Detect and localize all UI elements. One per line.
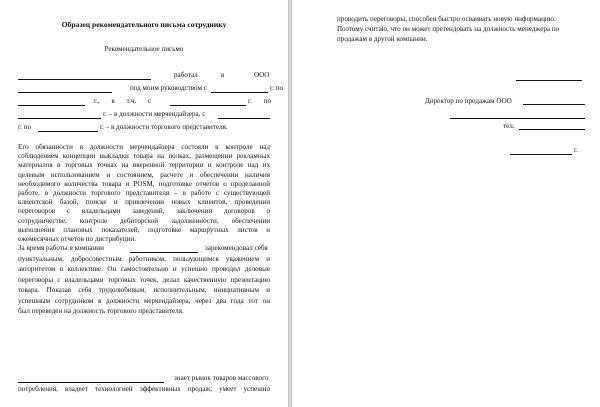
text-line: знает рынок товаров массового — [174, 374, 269, 382]
text-line: соблюдением концепции выкладки товара на полках, размещении рекламных — [18, 152, 270, 161]
year-suffix: г. — [574, 146, 578, 154]
text-line: материалов в торговых точках на вверенной территории и контроле над их — [18, 161, 270, 170]
document-title: Образец рекомендательного письма сотруднику — [61, 20, 227, 29]
form-text: г. по — [18, 123, 31, 131]
letter-heading: Рекомендательное письмо — [104, 45, 184, 53]
paragraph-performance — [18, 254, 270, 316]
text-line: необходимого количества товара и POSM, подготовке отчетов о проделанной — [18, 179, 270, 188]
text-line: был переведен на должность торгового представителя. — [18, 307, 184, 316]
text-line: целевым использованием и состоянием, расчете и обеспечении наличия — [18, 170, 270, 179]
blank-line — [18, 118, 101, 119]
director-label: Директор по продажам ООО — [425, 97, 512, 105]
signature-line — [516, 80, 582, 81]
form-text: в — [221, 71, 225, 79]
form-text: под моим руководством с — [130, 84, 207, 92]
text-line: переговоров с владельцами заведений, заключении договоров о — [18, 207, 270, 216]
form-text: г. по — [248, 97, 271, 105]
paragraph-conclusion — [337, 15, 587, 44]
text-line: Его обязанности в должности мерчендайзера состояли в контроле над — [18, 143, 270, 151]
text-line: сотрудничестве, контроле дебиторской задолженности, обеспечении — [18, 216, 270, 225]
blank-line — [18, 105, 85, 106]
text-line: зарекомендовал себя — [205, 244, 268, 252]
text-line: переговоры с владельцами торговых точек, делал качественную презентацию — [18, 275, 270, 284]
blank-line — [18, 382, 164, 383]
blank-line — [18, 79, 151, 80]
paragraph-duties — [18, 143, 270, 244]
blank-line — [38, 131, 98, 132]
page-left — [0, 0, 288, 407]
text-line: За время работы в компании — [18, 244, 104, 252]
form-text: работал — [174, 71, 198, 79]
text-line: клиентской базой, поиске и привлечении новых клиентов, проведении — [18, 198, 270, 207]
text-line: авторитетом в коллективе. Он самостоятельно и успешно проводил деловые — [18, 265, 270, 274]
text-line: потребления, владеет технологией эффективных продаж, умеет успешно — [18, 385, 270, 393]
phone-label: тел. — [503, 122, 515, 130]
blank-line — [130, 252, 198, 253]
form-text: ООО — [254, 71, 270, 79]
text-line: проводить переговоры, способен быстро осваивать новую информацию. — [337, 15, 556, 23]
blank-line — [523, 104, 585, 105]
text-line: товара. Показав себя трудолюбивым, исполнительным, инициативным и — [18, 286, 270, 295]
form-text: г. – в должности мерчендайзера, с — [103, 110, 206, 118]
blank-line — [218, 118, 270, 119]
text-line: ежемесячных отчетов по дистрибуции. — [18, 235, 136, 244]
text-line: пунктуальным, добросовестным работником, пользующимся уважением и — [18, 255, 270, 263]
text-line: выполнения плановых показателей, подготовке маршрутных листов и — [18, 225, 270, 234]
form-text: г., в т.ч. с — [94, 97, 152, 105]
form-text: г. – в должности торгового представителя. — [100, 123, 228, 131]
blank-line — [450, 118, 585, 119]
page-right — [292, 0, 600, 407]
text-line: продажам в другой компании. — [337, 34, 428, 43]
text-line: успешным сотрудником в должности мерчендайзера, через два года тот он — [18, 296, 270, 305]
blank-line — [170, 105, 246, 106]
text-line: работе, в должности торгового представителя – в работе с существующей — [18, 189, 270, 198]
blank-line — [211, 92, 268, 93]
date-line — [510, 154, 572, 155]
form-text: г. по — [270, 84, 283, 92]
text-line: Поэтому считаю, что он может претендовать на должность менеджера по — [337, 24, 560, 33]
blank-line — [18, 92, 112, 93]
phone-line — [519, 129, 585, 130]
